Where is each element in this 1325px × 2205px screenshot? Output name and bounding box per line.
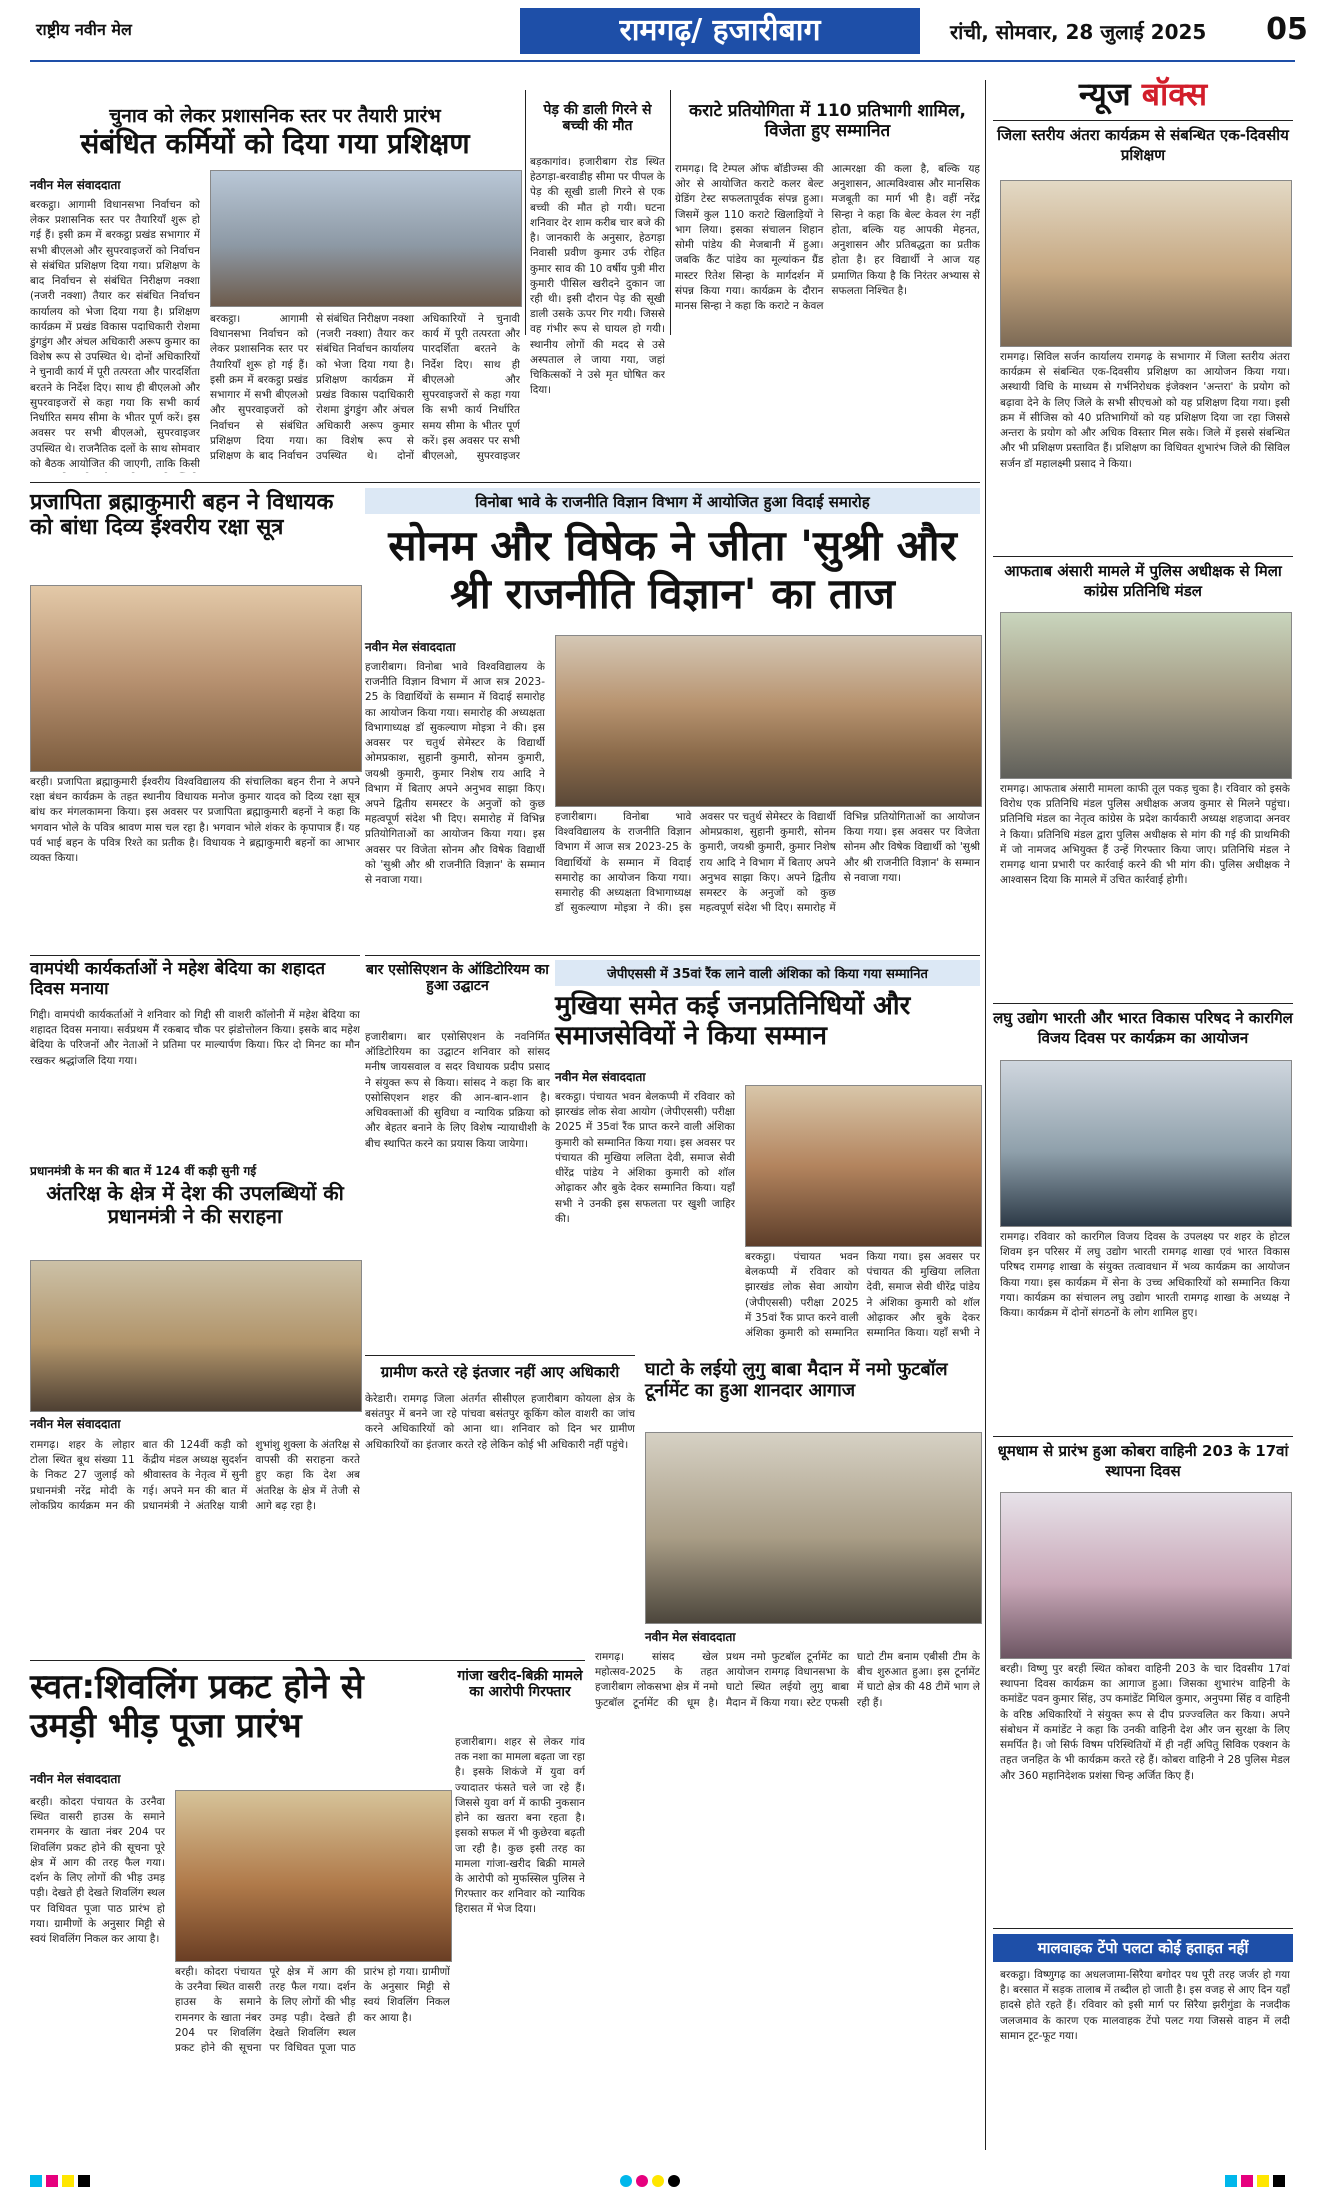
a6-title: वामपंथी कार्यकर्ताओं ने महेश बेदिया का शहादत दिवस मनाया bbox=[30, 959, 326, 999]
nb3-body: रामगढ़। रविवार को कारगिल विजय दिवस के उपलक्ष्य पर शहर के होटल शिवम इन परिसर में लघु उद्योग भारती रामगढ़ शाखा एवं भारत विकास परिषद रामगढ़ शाखा के संयुक्त तत्वावधान में भव्य कार्यक्रम का आयोजन किया गया। इस कार्यक्रम में सेना के उच्च अधिकारियों को सम्मानित किया गया। कार्यक्रम का संचालन लघु उद्योग भारती रामगढ़ शाखा के अध्यक्ष ने किया। कार्यक्रम में दोनों संगठनों के लोग शामिल हुए। bbox=[1000, 1231, 1290, 1320]
nb3-photo bbox=[1000, 1060, 1292, 1227]
a8-body: हजारीबाग। बार एसोसिएशन के नवनिर्मित ऑडिटोरियम का उद्घाटन शनिवार को सांसद मनीष जायसवाल व सदर विधायक प्रदीप प्रसाद ने संयुक्त रूप से किया। सांसद ने कहा कि बार एसोसिएशन शहर की आन-बान-शान है। अधिवक्ताओं की सुविधा व न्यायिक प्रक्रिया को और बेहतर बनाने के लिए विशेष न्यायाधीशी के बीच स्थापित करने का प्रयास किया जायेगा। bbox=[365, 1031, 550, 1150]
nb3-title: लघु उद्योग भारती और भारत विकास परिषद ने कारगिल विजय दिवस पर कार्यक्रम का आयोजन bbox=[993, 1009, 1293, 1047]
a3-body: रामगढ़। दि टेम्पल ऑफ बॉडीज्म्स की ओर से आयोजित कराटे कलर बेल्ट ग्रेडिंग टेस्ट सफलतापूर्वक संपन्न हुआ। जिसमें कुल 110 कराटे खिलाड़ियों ने भाग लिया। इसका संचालन शिहान सोमी पांडेय की मेजबानी में हुआ। जबकि कैंट पांडेय का मूल्यांकन ग्रैंड मास्टर रितेश सिन्हा के मार्गदर्शन में संपन्न किया गया। कार्यक्रम के दौरान मानस सिन्हा ने कहा कि कराटे न केवल आत्मरक्षा की कला है, बल्कि यह अनुशासन, आत्मविश्वास और मानसिक मजबूती का मार्ग भी है। वहीं नरेंद्र सिन्हा ने कहा कि बेल्ट केवल रंग नहीं होता, बल्कि यह आपकी मेहनत, अनुशासन और प्रतिबद्धता का प्रतीक होता है। हर विद्यार्थी ने आज यह प्रमाणित किया है कि निरंतर अभ्यास से सफलता निश्चित है। bbox=[675, 163, 980, 312]
nb1-photo bbox=[1000, 180, 1292, 347]
a1-training-photo bbox=[210, 170, 522, 307]
col-rule bbox=[525, 90, 526, 335]
masthead-rule bbox=[30, 60, 1295, 62]
a9-body-cont: बरकट्ठा। पंचायत भवन बेलकप्पी में रविवार को झारखंड लोक सेवा आयोग (जेपीएससी) परीक्षा 2025 में 35वां रैंक प्राप्त करने वाली अंशिका कुमारी को सम्मानित किया गया। इस अवसर पर पंचायत की मुखिया ललिता देवी, समाज सेवी धीरेंद्र पांडेय ने अंशिका कुमारी को शॉल ओढ़ाकर और बुके देकर सम्मानित किया। यहाँ सभी ने bbox=[745, 1251, 980, 1340]
a11-title: घाटो के लईयो लुगु बाबा मैदान में नमो फुटबॉल टूर्नामेंट का हुआ शानदार आगाज bbox=[645, 1359, 948, 1401]
a9-byline: नवीन मेल संवाददाता bbox=[555, 1070, 646, 1084]
a5-title: सोनम और विषेक ने जीता 'सुश्री और श्री राजनीति विज्ञान' का ताज bbox=[388, 521, 957, 619]
nb1-body: रामगढ़। सिविल सर्जन कार्यालय रामगढ़ के सभागार में जिला स्तरीय अंतरा कार्यक्रम से संबन्धित एक-दिवसीय प्रशिक्षण का आयोजन किया गया। अस्थायी विधि के माध्यम से गर्भनिरोधक इंजेक्शन 'अन्तरा' के प्रयोग को बढ़ावा देने के लिए जिले के सभी सीएचओ को यह प्रशिक्षण दिया गया। इसी क्रम में सीजिस को 40 प्रतिभागियों को यह प्रशिक्षण दिया जा रहा जिससे अन्तरा के प्रयोग को और अधिक विस्तार मिल सके। जिले में इससे संबन्धित और भी प्रशिक्षण प्रस्तावित हैं। प्रशिक्षण का विधिवत शुभारंभ जिले की सिविल सर्जन डॉ महालक्ष्मी प्रसाद ने किया। bbox=[1000, 351, 1290, 470]
nb1-title: जिला स्तरीय अंतरा कार्यक्रम से संबन्धित एक-दिवसीय प्रशिक्षण bbox=[997, 126, 1289, 164]
a1-byline: नवीन मेल संवाददाता bbox=[30, 178, 121, 192]
col-rule bbox=[985, 80, 986, 2150]
a12-body: बरही। कोदरा पंचायत के उरनैवा स्थित वासरी हाउस के समाने रामनगर के खाता नंबर 204 पर शिवलिंग प्रकट होने की सूचना पूरे क्षेत्र में आग की तरह फैल गया। दर्शन के लिए लोगों की भीड़ उमड़ पड़ी। देखते ही देखते शिवलिंग स्थल पर विधिवत पूजा पाठ प्रारंभ हो गया। ग्रामीणों के अनुसार मिट्टी से स्वयं शिवलिंग निकल कर आया है। bbox=[30, 1796, 165, 1945]
a9-photo bbox=[745, 1085, 982, 1247]
a13-body: हजारीबाग। शहर से लेकर गांव तक नशा का मामला बढ़ता जा रहा है। इसके शिकंजे में युवा वर्ग ज्यादातर फंसते चले जा रहे हैं। जिससे युवा वर्ग में काफी नुकसान होने का खतरा बना रहता है। इसको सफल में भी कुछेरवा बढ़ती जा रही है। कुछ इसी तरह का मामला गांजा-खरीद बिक्री मामले के आरोपी को मुफस्सिल पुलिस ने गिरफ्तार कर शनिवार को न्यायिक हिरासत में भेज दिया। bbox=[455, 1736, 585, 1916]
a4-photo bbox=[30, 585, 362, 772]
color-registration-bar-right bbox=[1225, 2172, 1289, 2191]
a11-photo bbox=[645, 1432, 982, 1624]
a12-byline: नवीन मेल संवाददाता bbox=[30, 1772, 121, 1786]
a4-title: प्रजापिता ब्रह्माकुमारी बहन ने विधायक को बांधा दिव्य ईश्वरीय रक्षा सूत्र bbox=[30, 490, 334, 541]
a12-body-cont: बरही। कोदरा पंचायत के उरनैवा स्थित वासरी हाउस के समाने रामनगर के खाता नंबर 204 पर शिवलिंग प्रकट होने की सूचना पूरे क्षेत्र में आग की तरह फैल गया। दर्शन के लिए लोगों की भीड़ उमड़ पड़ी। देखते ही देखते शिवलिंग स्थल पर विधिवत पूजा पाठ प्रारंभ हो गया। ग्रामीणों के अनुसार मिट्टी से स्वयं शिवलिंग निकल कर आया है। bbox=[175, 1966, 450, 2055]
issue-date: रांची, सोमवार, 28 जुलाई 2025 bbox=[950, 20, 1207, 44]
a10-title: ग्रामीण करते रहे इंतजार नहीं आए अधिकारी bbox=[380, 1363, 620, 1381]
a7-title: अंतरिक्ष के क्षेत्र में देश की उपलब्धियों की प्रधानमंत्री ने की सराहना bbox=[46, 1181, 344, 1228]
a8-title: बार एसोसिएशन के ऑडिटोरियम का हुआ उद्घाटन bbox=[366, 962, 549, 995]
nb2-title: आफताब अंसारी मामले में पुलिस अधीक्षक से मिला कांग्रेस प्रतिनिधि मंडल bbox=[1004, 562, 1282, 600]
a4-body: बरही। प्रजापिता ब्रह्माकुमारी ईश्वरीय विश्वविद्यालय की संचालिका बहन रीना ने अपने रक्षा बंधन कार्यक्रम के तहत स्थानीय विधायक मनोज कुमार यादव को दिव्य रक्षा सूत्र बांध कर मंगलकामना किया। इस अवसर पर प्रजापिता ब्रह्माकुमारी बहनों ने कहा कि भगवान भोले के पवित्र श्रावण मास चल रहा है। भगवान भोले शंकर के कृपापात्र हैं। यह पर्व भाई बहन के पवित्र रिश्ते का प्रतीक है। विधायक ने ब्रह्माकुमारी बहनों का आभार व्यक्त किया। bbox=[30, 776, 360, 865]
a12-photo bbox=[175, 1790, 452, 1962]
news-box-title-black: न्यूज bbox=[1078, 75, 1142, 113]
news-box-title-red: बॉक्स bbox=[1141, 75, 1208, 113]
a2-title: पेड़ की डाली गिरने से बच्ची की मौत bbox=[543, 102, 652, 135]
a5-body-cont: हजारीबाग। विनोबा भावे विश्वविद्यालय के राजनीति विज्ञान विभाग में आज सत्र 2023-25 के विद्यार्थियों के सम्मान में विदाई समारोह का आयोजन किया गया। समारोह की अध्यक्षता विभागाध्यक्ष डॉ सुकल्याण मोइत्रा ने की। इस अवसर पर चतुर्थ सेमेस्टर के विद्यार्थी ओमप्रकाश, सुहानी कुमारी, सोनम कुमारी, जयश्री कुमारी, कुमार निशेष राय आदि ने विभाग में बिताए अपने अनुभव साझा किए। अपने द्वितीय समस्टर के अनुजों को कुछ महत्वपूर्ण संदेश भी दिए। समारोह में विभिन्न प्रतियोगिताओं का आयोजन किया गया। इस अवसर पर विजेता सोनम और विषेक विद्यार्थी को 'सुश्री और श्री राजनीति विज्ञान' के सम्मान से नवाजा गया। bbox=[555, 811, 980, 915]
a9-title: मुखिया समेत कई जनप्रतिनिधियों और समाजसेवियों ने किया सम्मान bbox=[555, 991, 911, 1051]
a9-kicker: जेपीएससी में 35वां रैंक लाने वाली अंशिका को किया गया सम्मानित bbox=[607, 967, 928, 982]
nb4-body: बरही। विष्णु पुर बरही स्थित कोबरा वाहिनी 203 के चार दिवसीय 17वां स्थापना दिवस कार्यक्रम का आगाज हुआ। जिसका शुभारंभ वाहिनी के कमांडेंट पवन कुमार सिंह, उप कमांडेंट मिथिल कुमार, अनुपमा सिंह व वाहिनी के वरिष्ठ अधिकारियों ने संयुक्त रूप से दीप प्रज्ज्वलित कर किया। अपने संबोधन में कमांडेंट ने कहा कि उनकी वाहिनी देश और जन सुरक्षा के लिए समर्पित है। जो सिर्फ विषम परिस्थितियों में ही नहीं अपितु सिविक एक्शन के तहत जनहित के भी कार्यक्रम करते रहे हैं। कोबरा वाहिनी ने 28 पुलिस मेडल और 360 महानिदेशक प्रशंसा चिन्ह अर्जित किए हैं। bbox=[1000, 1663, 1290, 1782]
a3-title: कराटे प्रतियोगिता में 110 प्रतिभागी शामिल, विजेता हुए सम्मानित bbox=[689, 101, 966, 141]
a7-byline: नवीन मेल संवाददाता bbox=[30, 1417, 121, 1431]
nb5-body: बरकट्ठा। विष्णुगढ़ का अधलजामा-सिरैया बगोदर पथ पूरी तरह जर्जर हो गया है। बरसात में सड़क तालाब में तब्दील हो जाती है। इस वजह से आए दिन यहाँ हादसे होते रहते हैं। रविवार को इसी मार्ग पर सिरैया झरीगुंडा के नजदीक जलजमाव के कारण एक मालवाहक टेंपो पलट गया जिससे वाहन में लदी सामान टूट-फूट गया। bbox=[1000, 1969, 1290, 2042]
a1-body-cont: बरकट्ठा। आगामी विधानसभा निर्वाचन को लेकर प्रशासनिक स्तर पर तैयारियाँ शुरू हो गई हैं। इसी क्रम में बरकट्ठा प्रखंड सभागार में सभी बीएलओ और सुपरवाइजरों को निर्वाचन से संबंधित प्रशिक्षण दिया गया। प्रशिक्षण के बाद निर्वाचन से संबंधित निरीक्षण नक्शा (नजरी नक्शा) तैयार कर संबंधित निर्वाचन कार्यालय को भेजा दिया गया है। प्रशिक्षण कार्यक्रम में प्रखंड विकास पदाधिकारी रोशमा डुंगडुंग और अंचल अधिकारी अरूप कुमार का विशेष रूप से उपस्थित थे। दोनों अधिकारियों ने चुनावी कार्य में पूरी तत्परता और पारदर्शिता बरतने के निर्देश दिए। साथ ही बीएलओ और सुपरवाइजरों से कहा गया कि सभी कार्य निर्धारित समय सीमा के भीतर पूर्ण करें। इस अवसर पर सभी बीएलओ, सुपरवाइजर bbox=[210, 313, 520, 462]
a6-body: गिद्दी। वामपंथी कार्यकर्ताओं ने शनिवार को गिद्दी सी वाशरी कॉलोनी में महेश बेदिया का शहादत दिवस मनाया। सर्वप्रथम मैं रकबाद चौक पर झंडोत्तोलन किया। इसके बाद महेश बेदिया के परिजनों और नेताओं ने प्रतिमा पर माल्यार्पण किया। फिर दो मिनट का मौन रखकर श्रद्धांजलि दिया गया। bbox=[30, 1009, 360, 1067]
page-number: 05 bbox=[1266, 12, 1308, 47]
a13-title: गांजा खरीद-बिक्री मामले का आरोपी गिरफ्तार bbox=[457, 1668, 583, 1701]
a1-body: बरकट्ठा। आगामी विधानसभा निर्वाचन को लेकर प्रशासनिक स्तर पर तैयारियाँ शुरू हो गई हैं। इसी क्रम में बरकट्ठा प्रखंड सभागार में सभी बीएलओ और सुपरवाइजरों को निर्वाचन से संबंधित प्रशिक्षण दिया गया। प्रशिक्षण के बाद निर्वाचन से संबंधित निरीक्षण नक्शा (नजरी नक्शा) तैयार कर संबंधित निर्वाचन कार्यालय को भेजा दिया गया है। प्रशिक्षण कार्यक्रम में प्रखंड विकास पदाधिकारी रोशमा डुंगडुंग और अंचल अधिकारी अरूप कुमार का विशेष रूप से उपस्थित थे। दोनों अधिकारियों ने चुनावी कार्य में पूरी तत्परता और पारदर्शिता बरतने के निर्देश दिए। साथ ही बीएलओ और सुपरवाइजरों से कहा गया कि सभी कार्य निर्धारित समय सीमा के भीतर पूर्ण करें। इस अवसर पर सभी बीएलओ, सुपरवाइजर उपस्थित थे। राजनैतिक दलों के साथ सोमवार को बैठक आयोजित की जाएगी, ताकि किसी bbox=[30, 199, 200, 470]
a7-photo bbox=[30, 1260, 362, 1412]
a11-body: रामगढ़। सांसद खेल महोत्सव-2025 के तहत हजारीबाग लोकसभा क्षेत्र में नमो फुटबॉल टूर्नामेंट की धूम है। प्रथम नमो फुटबॉल टूर्नामेंट का आयोजन रामगढ़ विधानसभा के घाटो स्थित लईयो लुगु बाबा मैदान में किया गया। स्टेट एफसी घाटो टीम बनाम एबीसी टीम के बीच शुरुआत हुआ। इस टूर्नामेंट में घाटो क्षेत्र की 48 टीमें भाग ले रही हैं। bbox=[595, 1651, 980, 1709]
section-title: रामगढ़/ हजारीबाग bbox=[520, 8, 920, 54]
nb4-photo bbox=[1000, 1492, 1292, 1659]
a5-byline: नवीन मेल संवाददाता bbox=[365, 640, 456, 654]
masthead bbox=[0, 0, 1325, 68]
a5-group-photo bbox=[555, 635, 982, 807]
a5-body: हजारीबाग। विनोबा भावे विश्वविद्यालय के राजनीति विज्ञान विभाग में आज सत्र 2023-25 के विद्यार्थियों के सम्मान में विदाई समारोह का आयोजन किया गया। समारोह की अध्यक्षता विभागाध्यक्ष डॉ सुकल्याण मोइत्रा ने की। इस अवसर पर चतुर्थ सेमेस्टर के विद्यार्थी ओमप्रकाश, सुहानी कुमारी, सोनम कुमारी, जयश्री कुमारी, कुमार निशेष राय आदि ने विभाग में बिताए अपने अनुभव साझा किए। अपने द्वितीय समस्टर के अनुजों को कुछ महत्वपूर्ण संदेश भी दिए। समारोह में विभिन्न प्रतियोगिताओं का आयोजन किया गया। इस अवसर पर विजेता सोनम और विषेक विद्यार्थी को 'सुश्री और श्री राजनीति विज्ञान' के सम्मान से नवाजा गया। bbox=[365, 661, 545, 887]
a12-title: स्वत:शिवलिंग प्रकट होने से उमड़ी भीड़ पूजा प्रारंभ bbox=[30, 1667, 364, 1747]
a1-title: संबंधित कर्मियों को दिया गया प्रशिक्षण bbox=[80, 127, 470, 160]
nb4-title: धूमधाम से प्रारंभ हुआ कोबरा वाहिनी 203 के 17वां स्थापना दिवस bbox=[997, 1442, 1289, 1480]
a7-body: रामगढ़। शहर के लोहार टोला स्थित बूथ संख्या 11 के निकट 27 जुलाई को प्रधानमंत्री नरेंद्र मोदी के लोकप्रिय कार्यक्रम मन की बात की 124वीं कड़ी को केंद्रीय मंडल अध्यक्ष सुदर्शन श्रीवास्तव के नेतृत्व में सुनी गई। अपने मन की बात में प्रधानमंत्री ने अंतरिक्ष यात्री शुभांशु शुक्ला के अंतरिक्ष से वापसी की सराहना करते हुए कहा कि देश अब अंतरिक्ष के क्षेत्र में तेजी से आगे बढ़ रहा है। bbox=[30, 1439, 360, 1512]
newspaper-name: राष्ट्रीय नवीन मेल bbox=[36, 20, 132, 39]
a1-kicker: चुनाव को लेकर प्रशासनिक स्तर पर तैयारी प्रारंभ bbox=[109, 105, 441, 127]
nb2-photo bbox=[1000, 612, 1292, 779]
col-rule bbox=[670, 90, 671, 335]
a9-body: बरकट्ठा। पंचायत भवन बेलकप्पी में रविवार को झारखंड लोक सेवा आयोग (जेपीएससी) परीक्षा 2025 में 35वां रैंक प्राप्त करने वाली अंशिका कुमारी को सम्मानित किया गया। इस अवसर पर पंचायत की मुखिया ललिता देवी, समाज सेवी धीरेंद्र पांडेय ने अंशिका कुमारी को शॉल ओढ़ाकर और बुके देकर सम्मानित किया। यहाँ सभी ने उनकी इस सफलता पर खुशी जाहिर की। bbox=[555, 1091, 735, 1225]
a2-body: बड़कागांव। हजारीबाग रोड स्थित हेठगड़ा-बरवाडीह सीमा पर पीपल के पेड़ की सूखी डाली गिरने से एक बच्ची की मौत हो गयी। घटना शनिवार देर शाम करीब चार बजे की है। जानकारी के अनुसार, हेठगड़ा निवासी प्रवीण कुमार उर्फ रोहित कुमार साव की 10 वर्षीय पुत्री मीरा कुमारी पीसिल खरीदने दुकान जा रही थी। इसी दौरान पेड़ की सूखी डाली उसके ऊपर गिर गयी। जिससे वह गंभीर रूप से घायल हो गयी। स्थानीय लोगों की मदद से उसे अस्पताल ले जाया गया, जहां चिकित्सकों ने उसे मृत घोषित कर दिया। bbox=[530, 156, 665, 397]
color-registration-bar bbox=[30, 2172, 94, 2191]
news-box-header bbox=[993, 72, 1293, 116]
a5-kicker: विनोबा भावे के राजनीति विज्ञान विभाग में आयोजित हुआ विदाई समारोह bbox=[475, 493, 870, 511]
a10-body: केरेडारी। रामगढ़ जिला अंतर्गत सीसीएल हजारीबाग कोयला क्षेत्र के बसंतपुर में बनने जा रहे पांचवा बसंतपुर कूकिंग कोल वाशरी का जांच करने अधिकारियों को आना था। शनिवार को दिन भर ग्रामीण अधिकारियों का इंतजार करते रहे लेकिन कोई भी अधिकारी नहीं पहुंचे। bbox=[365, 1393, 635, 1451]
a11-byline: नवीन मेल संवाददाता bbox=[645, 1630, 736, 1644]
color-registration-dots bbox=[620, 2172, 684, 2191]
nb5-title: मालवाहक टेंपो पलटा कोई हताहत नहीं bbox=[993, 1934, 1293, 1962]
a7-kicker: प्रधानमंत्री के मन की बात में 124 वीं कड़ी सुनी गई bbox=[30, 1164, 257, 1178]
nb2-body: रामगढ़। आफताब अंसारी मामला काफी तूल पकड़ चुका है। रविवार को इसके विरोध एक प्रतिनिधि मंडल पुलिस अधीक्षक अजय कुमार से मिलने पहुंचा। प्रतिनिधि मंडल का नेतृत्व कांग्रेस के प्रदेश कार्यकारी अध्यक्ष शहजादा अनवर ने किया। प्रतिनिधि मंडल द्वारा पुलिस अधीक्षक से मांग की गई की प्राथमिकी में जो नामजद अभियुक्त हैं उन्हें गिरफ्तार किया जाए। प्रतिनिधि मंडल ने रामगढ़ थाना प्रभारी पर कार्रवाई करने की भी मांग की। पुलिस अधीक्षक ने आश्वासन दिया कि मामले में उचित कार्रवाई होगी। bbox=[1000, 783, 1290, 887]
